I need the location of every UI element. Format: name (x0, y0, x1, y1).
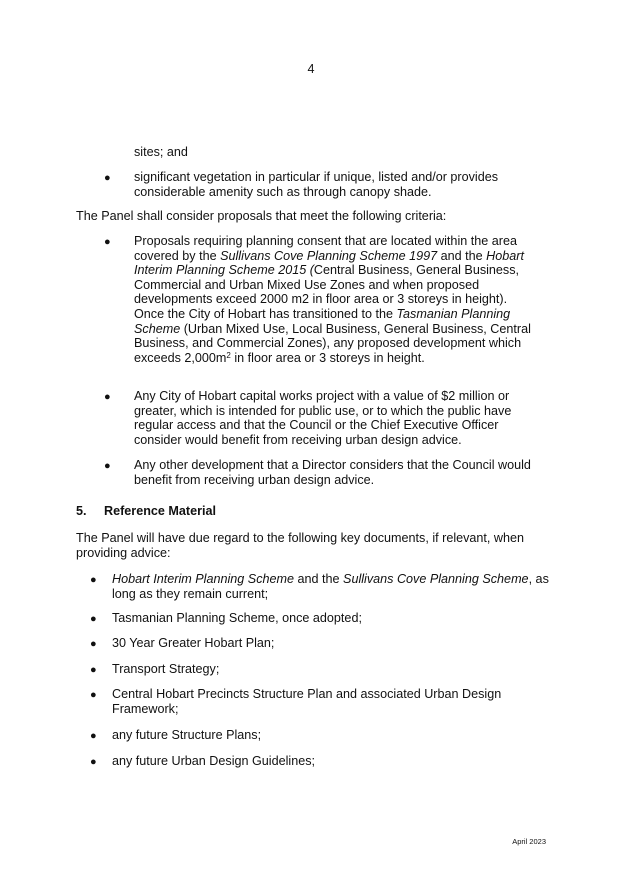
reference-item-structure-plans: any future Structure Plans; (112, 728, 262, 742)
italic-scheme-name: Sullivans Cove Planning Scheme 1997 (220, 248, 438, 263)
italic-scheme-name: Hobart Interim Planning Scheme 2015 ( (134, 248, 524, 278)
text-run: and the (294, 572, 344, 586)
list-item-vegetation: significant vegetation in particular if unique, listed and/or provides considerable amenity such as through canopy shade. (134, 170, 499, 199)
section-heading (76, 504, 216, 519)
text-run: Central Business, General Business, Commercial and Urban Mixed Use Zones and when proposed developments exceed 2000 m2 in floor area or 3 storeys in height). Once the City of Hobart has transitioned to the (134, 263, 520, 321)
reference-item-design-guidelines: any future Urban Design Guidelines; (112, 754, 316, 768)
text-run: in floor area or 3 storeys in height. (230, 350, 425, 365)
footer-date: April 2023 (512, 837, 546, 846)
continuation-text: sites; and (134, 145, 188, 159)
reference-item-schemes (112, 572, 552, 601)
bullet-marker: ● (104, 391, 111, 403)
bullet-marker: ● (90, 730, 97, 742)
bullet-marker: ● (104, 172, 111, 184)
text-run: Proposals requiring planning consent that are located within the area covered by the (134, 234, 517, 263)
bullet-marker: ● (104, 236, 111, 248)
bullet-marker: ● (90, 638, 97, 650)
reference-item-30-year-plan: 30 Year Greater Hobart Plan; (112, 636, 275, 650)
criteria-intro: The Panel shall consider proposals that meet the following criteria: (76, 209, 447, 223)
italic-scheme-name: Tasmanian Planning Scheme (134, 306, 511, 336)
reference-item-precincts: Central Hobart Precincts Structure Plan and associated Urban Design Framework; (112, 687, 502, 716)
superscript: 2 (226, 350, 231, 360)
page-number: 4 (307, 62, 315, 76)
reference-item-tps: Tasmanian Planning Scheme, once adopted; (112, 611, 362, 625)
italic-scheme-name: Hobart Interim Planning Scheme (112, 572, 295, 586)
bullet-marker: ● (90, 664, 97, 676)
criteria-item-director: Any other development that a Director considers that the Council would benefit from receiving urban design advice. (134, 458, 531, 487)
criteria-item-capital-works: Any City of Hobart capital works project with a value of $2 million or greater, which is intended for public use, or to which the public have regular access and that the Council or the Chief Executive Officer consider would benefit from receiving urban design advice. (134, 389, 512, 447)
bullet-marker: ● (90, 689, 97, 701)
reference-item-transport: Transport Strategy; (112, 662, 220, 676)
reference-intro: The Panel will have due regard to the following key documents, if relevant, when providing advice: (76, 531, 525, 560)
italic-scheme-name: Sullivans Cove Planning Scheme (343, 572, 529, 586)
section-title: Reference Material (104, 504, 216, 518)
section-number: 5. (76, 504, 87, 518)
text-run: and the (437, 248, 487, 263)
bullet-marker: ● (90, 756, 97, 768)
text-run: (Urban Mixed Use, Local Business, General Business, Central Business, and Commercial Zones), any proposed development which exceeds 2,000m (134, 321, 531, 365)
bullet-marker: ● (90, 574, 97, 586)
criteria-item-planning-consent (134, 234, 534, 365)
bullet-marker: ● (90, 613, 97, 625)
bullet-marker: ● (104, 460, 111, 472)
text-run: , as long as they remain current; (112, 572, 549, 601)
